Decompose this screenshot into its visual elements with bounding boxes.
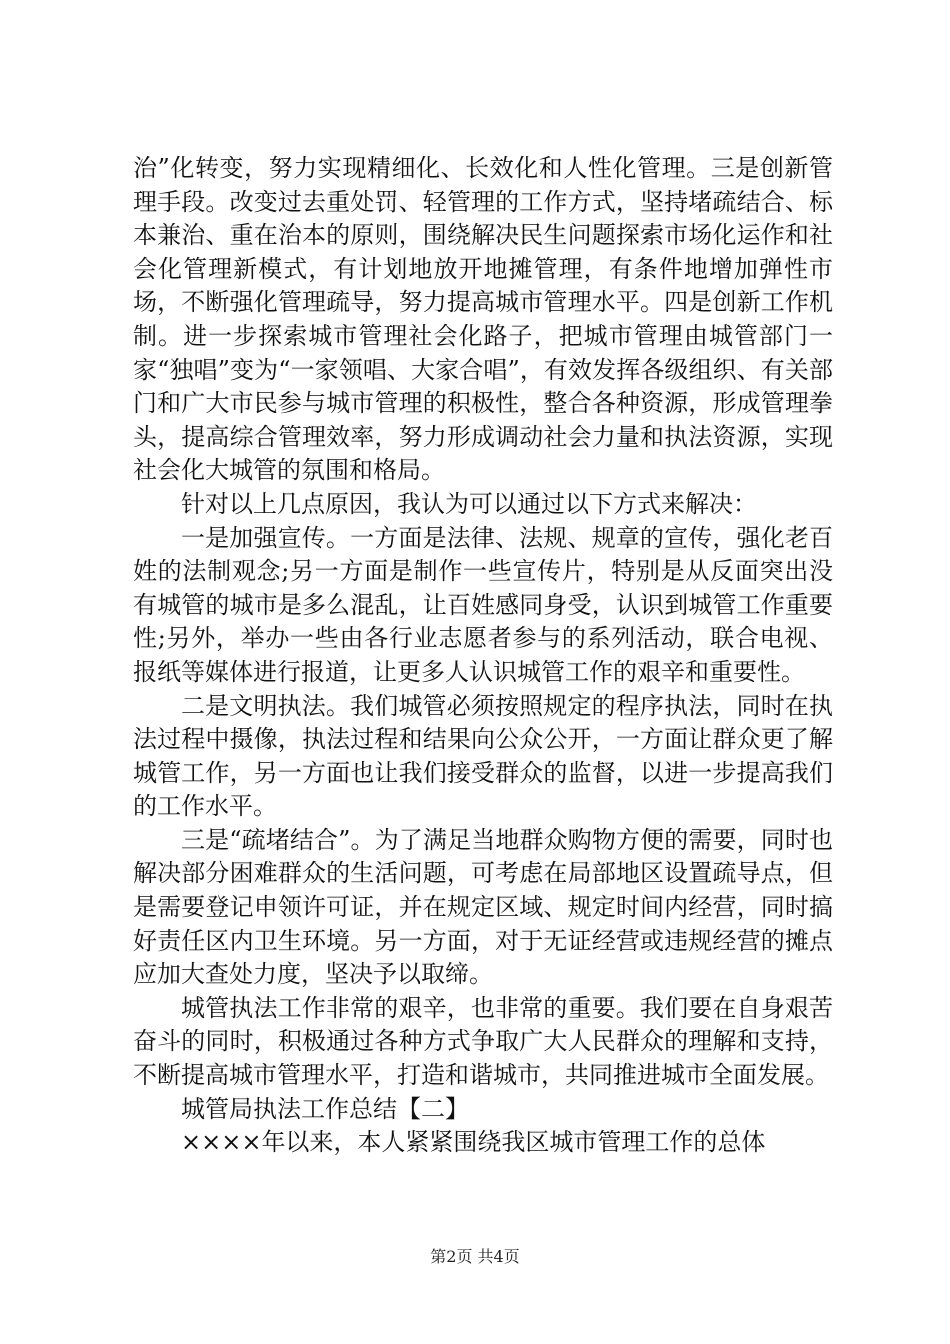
paragraph-continuation: 治”化转变，努力实现精细化、长效化和人性化管理。三是创新管理手段。改变过去重处罚、轻管理的工作方式，坚持堵疏结合、标本兼治、重在治本的原则，围绕解决民生问题探索市场化运作和社会化管理新模式，有计划地放开地摊管理，有条件地增加弹性市场，不断强化管理疏导，努力提高城市管理水平。四是创新工作机制。进一步探索城市管理社会化路子，把城市管理由城管部门一家“独唱”变为“一家领唱、大家合唱”，有效发挥各级组织、有关部门和广大市民参与城市管理的积极性，整合各种资源，形成管理拳头，提高综合管理效率，努力形成调动社会力量和执法资源，实现社会化大城管的氛围和格局。	[133, 154, 833, 485]
page-number: 第2页 共4页	[430, 1247, 520, 1266]
paragraph-publicity: 一是加强宣传。一方面是法律、法规、规章的宣传，强化老百姓的法制观念;另一方面是制作一些宣传片，特别是从反面突出没有城管的城市是多么混乱，让百姓感同身受，认识到城管工作重要性;另外，举办一些由各行业志愿者参与的系列活动，联合电视、报纸等媒体进行报道，让更多人认识城管工作的艰辛和重要性。	[133, 523, 833, 686]
document-body	[133, 152, 833, 1160]
paragraph-civil-enforcement: 二是文明执法。我们城管必须按照规定的程序执法，同时在执法过程中摄像，执法过程和结果向公众公开，一方面让群众更了解城管工作，另一方面也让我们接受群众的监督，以进一步提高我们的工作水平。	[133, 691, 833, 821]
paragraph-guidance: 三是“疏堵结合”。为了满足当地群众购物方便的需要，同时也解决部分困难群众的生活问题，可考虑在局部地区设置疏导点，但是需要登记申领许可证，并在规定区域、规定时间内经营，同时搞好责任区内卫生环境。另一方面，对于无证经营或违规经营的摊点应加大查处力度，坚决予以取缔。	[133, 825, 833, 989]
section-heading: 城管局执法工作总结【二】	[181, 1094, 469, 1123]
paragraph-section-two-start: ××××年以来，本人紧紧围绕我区城市管理工作的总体	[181, 1128, 766, 1157]
paragraph-intro: 针对以上几点原因，我认为可以通过以下方式来解决：	[181, 489, 757, 518]
paragraph-conclusion: 城管执法工作非常的艰辛，也非常的重要。我们要在自身艰苦奋斗的同时，积极通过各种方式争取广大人民群众的理解和支持，不断提高城市管理水平，打造和谐城市，共同推进城市全面发展。	[133, 993, 833, 1090]
